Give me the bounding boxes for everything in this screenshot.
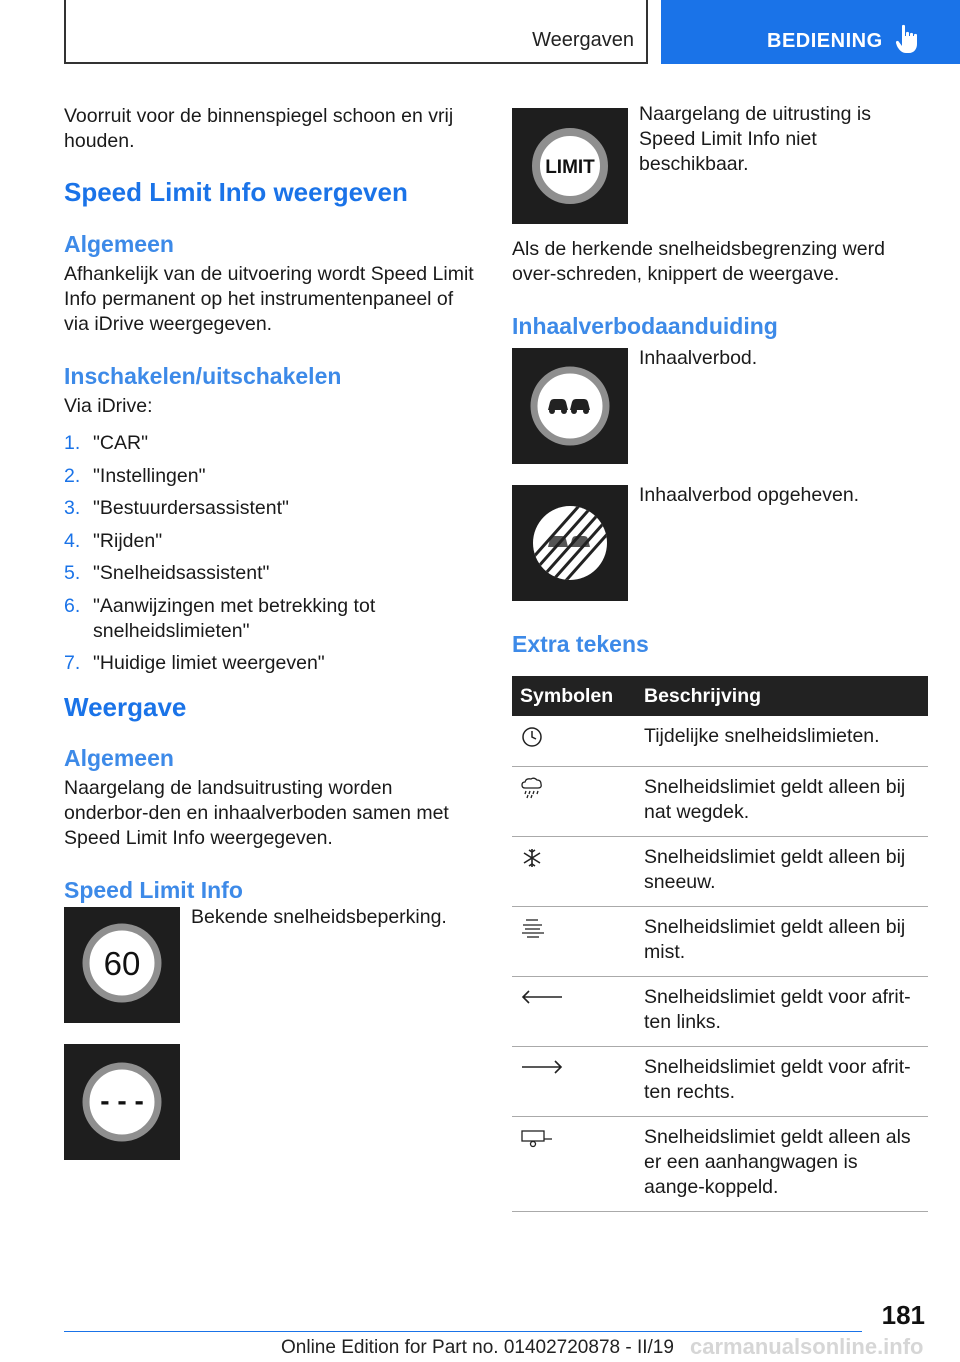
list-item: 7. "Huidige limiet weergeven" <box>64 652 325 674</box>
via-idrive-text: Via iDrive: <box>64 395 153 417</box>
table-row: Snelheidslimiet geldt alleen bij sneeuw. <box>512 837 928 907</box>
table-row: Tijdelijke snelheidslimieten. <box>512 716 928 767</box>
chapter-tab[interactable] <box>661 0 960 64</box>
speed-sign-dash-label: - - - <box>100 1085 144 1116</box>
figure-caption-limit: Naargelang de uitrusting is Speed Limit Info niet beschikbaar. <box>639 103 871 175</box>
list-item: 6. "Aanwijzingen met betrekking tot snelheidslimieten" <box>64 594 376 642</box>
table-row: Snelheidslimiet geldt voor afrit-ten rechts. <box>512 1047 928 1117</box>
limit-sign-label: LIMIT <box>545 157 595 178</box>
heading-extra-tekens: Extra tekens <box>512 631 649 657</box>
table-row: Snelheidslimiet geldt alleen bij mist. <box>512 907 928 977</box>
speed-sign-unknown-figure <box>64 1044 180 1160</box>
arrow-right-icon <box>520 1059 564 1075</box>
left-column <box>64 104 478 1160</box>
figure-caption-inhaal: Inhaalverbod. <box>639 347 758 369</box>
chapter-tab-label: BEDIENING <box>767 30 883 52</box>
heading-inschakelen: Inschakelen/uitschakelen <box>64 363 342 389</box>
trailer-icon <box>520 1127 554 1149</box>
heading-algemeen-2: Algemeen <box>64 745 174 771</box>
page-number: 181 <box>881 1300 925 1330</box>
extra-signs-table <box>512 676 928 1212</box>
table-row: Snelheidslimiet geldt voor afrit-ten links. <box>512 977 928 1047</box>
header-box <box>64 0 648 64</box>
table-row: Snelheidslimiet geldt alleen als er een aanhangwagen is aange-koppeld. <box>512 1117 928 1212</box>
list-item: 3. "Bestuurdersassistent" <box>64 497 289 519</box>
intro-text: Voorruit voor de binnenspiegel schoon en vrij houden. <box>64 105 454 152</box>
snowflake-icon <box>520 847 544 869</box>
figure-caption-inhaal-end: Inhaalverbod opgeheven. <box>639 484 860 506</box>
fog-icon <box>520 917 546 939</box>
table-header-row <box>512 676 928 716</box>
algemeen-text-1: Afhankelijk van de uitvoering wordt Speed Limit Info permanent op het instrumentenpaneel of via iDrive weergegeven. <box>64 263 474 335</box>
heading-algemeen-1: Algemeen <box>64 231 174 257</box>
heading-inhaalverbod: Inhaalverbodaanduiding <box>512 313 778 339</box>
section-label: Weergaven <box>532 29 634 51</box>
speed-sign-60-figure <box>64 907 180 1023</box>
end-no-overtaking-figure <box>512 485 628 601</box>
arrow-left-icon <box>520 989 564 1005</box>
speed-sign-60-label: 60 <box>103 945 141 982</box>
pointing-hand-icon <box>896 24 918 54</box>
rain-cloud-icon <box>520 777 544 799</box>
list-item: 5. "Snelheidsassistent" <box>64 562 270 584</box>
heading-weergave: Weergave <box>64 692 187 722</box>
figure-row-inhaal <box>512 348 928 464</box>
clock-icon <box>520 726 544 748</box>
flash-text: Als de herkende snelheidsbegrenzing werd over-schreden, knippert de weergave. <box>512 238 885 285</box>
figure-row-dash <box>64 1044 478 1160</box>
algemeen-text-2: Naargelang de landsuitrusting worden onderbor-den en inhaalverboden samen met Speed Limit Info weergegeven. <box>64 777 449 849</box>
limit-sign-figure <box>512 108 628 224</box>
list-item: 2. "Instellingen" <box>64 464 206 487</box>
right-column <box>512 104 928 1212</box>
figure-caption-60: Bekende snelheidsbeperking. <box>191 906 447 928</box>
heading-speed-limit-info-weergeven: Speed Limit Info weergeven <box>64 177 408 207</box>
idrive-steps-list <box>64 431 478 676</box>
figure-row-inhaal-end <box>512 485 928 601</box>
figure-row-60 <box>64 907 478 1023</box>
footer-divider <box>64 1331 862 1332</box>
list-item: 4. "Rijden" <box>64 529 163 552</box>
figure-row-limit <box>512 104 928 224</box>
heading-speed-limit-info: Speed Limit Info <box>64 877 243 903</box>
column-header-beschrijving: Beschrijving <box>636 676 928 716</box>
watermark: carmanualsonline.info <box>690 1334 924 1359</box>
column-header-symbolen: Symbolen <box>512 676 636 716</box>
table-row: Snelheidslimiet geldt alleen bij nat wegdek. <box>512 767 928 837</box>
no-overtaking-figure <box>512 348 628 464</box>
list-item: 1. "CAR" <box>64 432 149 454</box>
footer-edition: Online Edition for Part no. 01402720878 - II/19 <box>281 1337 674 1358</box>
